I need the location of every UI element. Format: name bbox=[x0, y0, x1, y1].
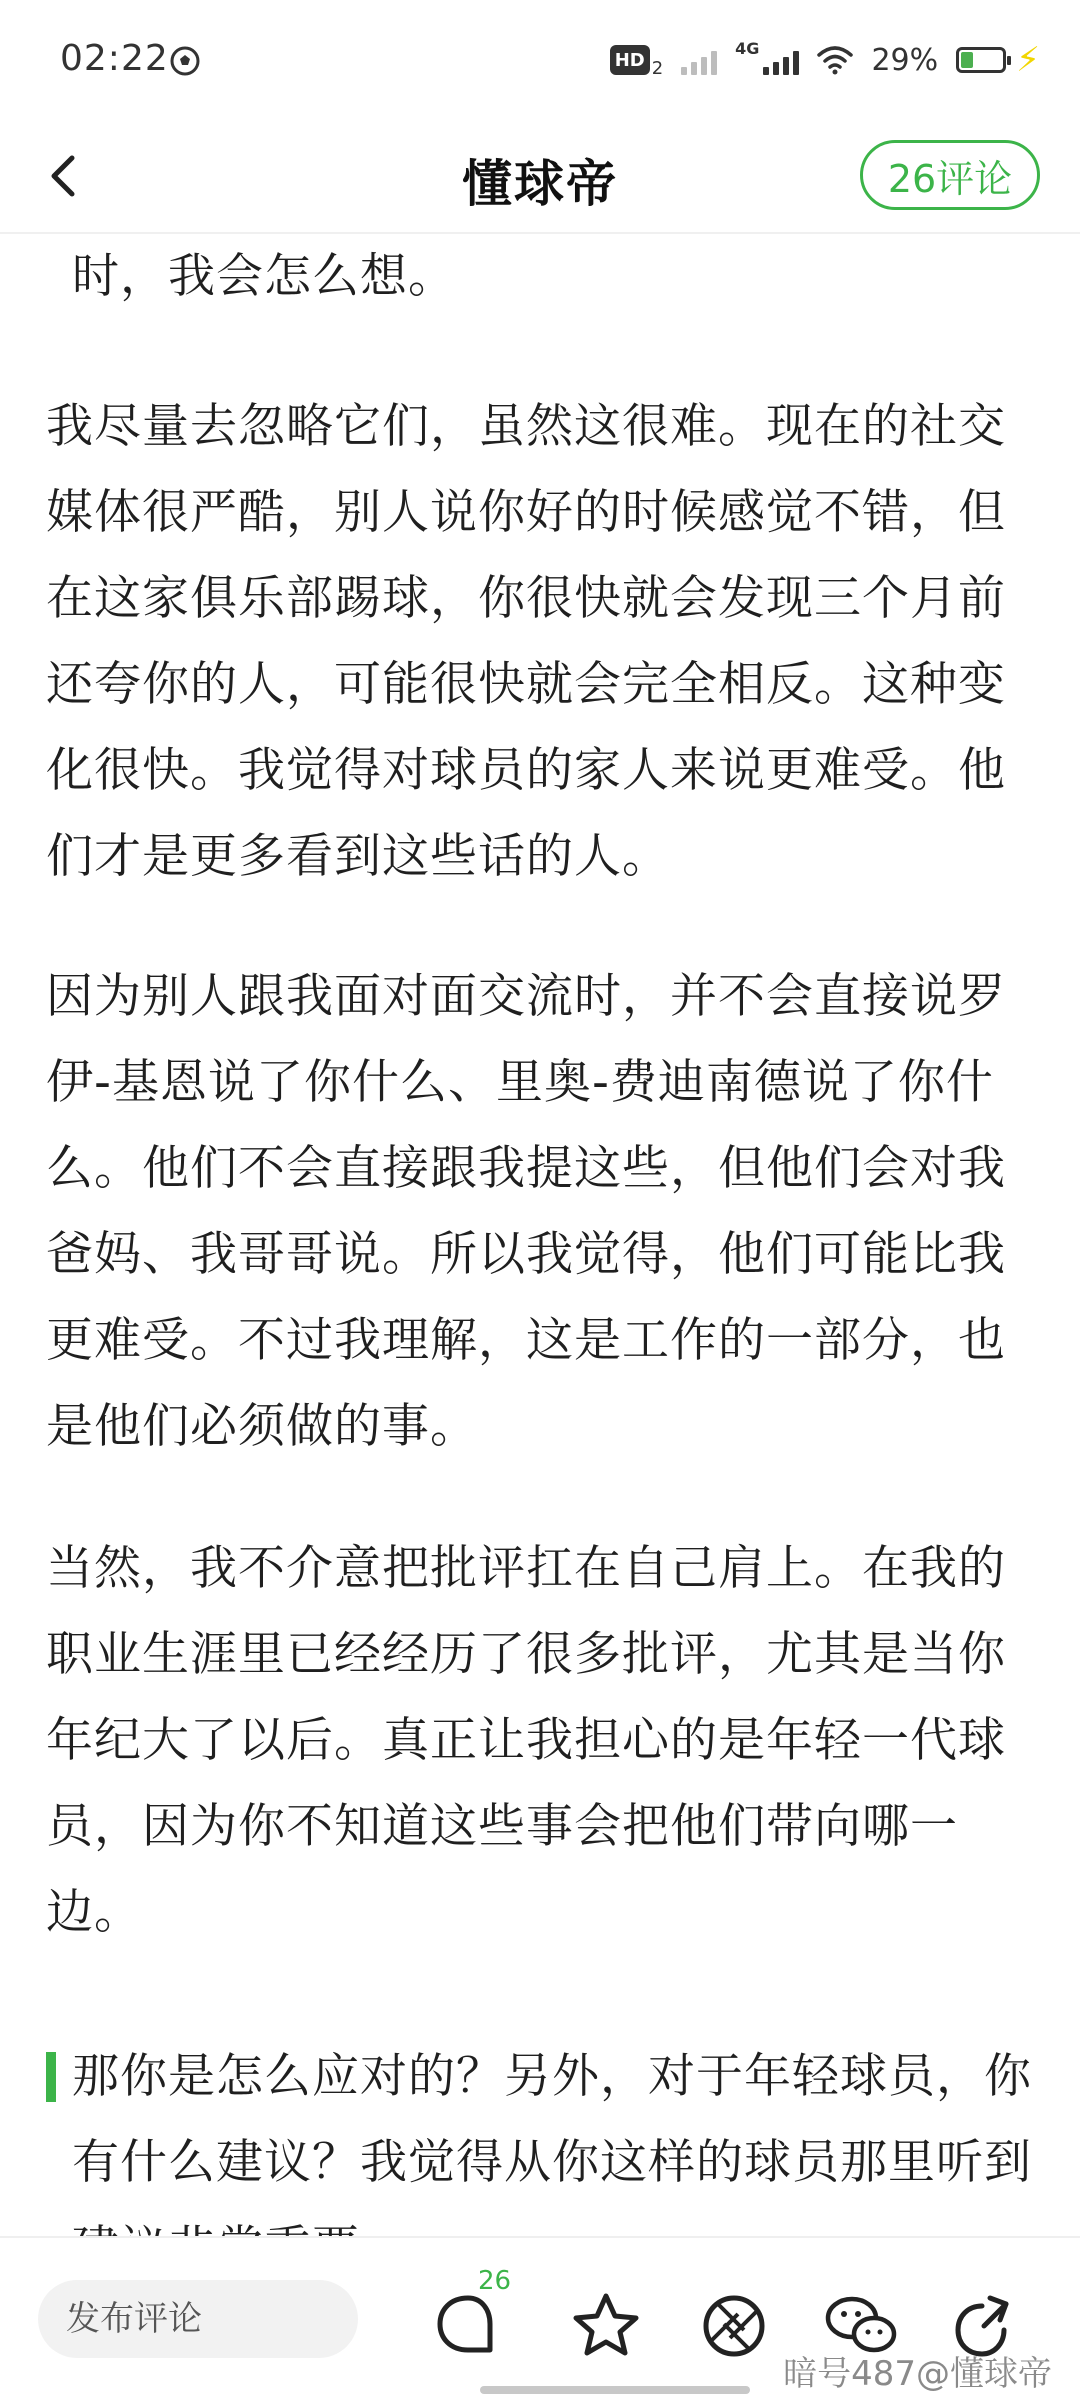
hd-label: HD bbox=[614, 49, 645, 71]
lightning-bolt-icon: ⚡ bbox=[1016, 40, 1040, 80]
wifi-icon bbox=[817, 45, 853, 75]
share-moments-icon[interactable] bbox=[698, 2290, 770, 2362]
network-type-label: 4G bbox=[735, 38, 760, 58]
article-paragraph: 我尽量去忽略它们，虽然这很难。现在的社交媒体很严酷，别人说你好的时候感觉不错，但在这家俱乐部踢球，你很快就会发现三个月前还夸你的人，可能很快就会完全相反。这种变化很快。我觉得对球员的家人来说更难受。他们才是更多看到这些话的人。 bbox=[46, 399, 1006, 884]
interview-question: 那你是怎么应对的？另外，对于年轻球员，你有什么建议？我觉得从你这样的球员那里听到 bbox=[72, 2049, 1032, 2190]
app-header bbox=[0, 120, 1080, 234]
comment-bubble-icon[interactable] bbox=[432, 2290, 504, 2362]
watermark: 暗号487@懂球帝 bbox=[783, 2354, 1052, 2394]
signal-sim2-icon bbox=[763, 45, 799, 75]
article-body bbox=[0, 234, 1080, 2230]
soccer-ball-icon bbox=[170, 46, 200, 76]
comments-button[interactable]: 26评论 bbox=[860, 140, 1040, 210]
star-icon[interactable] bbox=[570, 2290, 642, 2362]
article-paragraph: 时，我会怎么想。 bbox=[72, 249, 456, 304]
bottom-action-bar bbox=[0, 2236, 1080, 2402]
hd-voice-icon bbox=[610, 45, 650, 75]
status-indicators bbox=[610, 40, 1040, 80]
article-paragraph: 因为别人跟我面对面交流时，并不会直接说罗伊-基恩说了你什么、里奥-费迪南德说了你什么。他们不会直接跟我提这些，但他们会对我爸妈、我哥哥说。所以我觉得，他们可能比我更难受。不过我理解，这是工作的一部分，也是他们必须做的事。 bbox=[46, 969, 1006, 1454]
battery-level bbox=[961, 52, 973, 68]
battery-icon bbox=[956, 47, 1006, 73]
status-bar bbox=[0, 0, 1080, 120]
hd-sub-label: 2 bbox=[651, 57, 664, 79]
battery-percent: 29% bbox=[871, 42, 939, 78]
status-time: 02:22 bbox=[60, 38, 169, 79]
page-title: 懂球帝 bbox=[462, 155, 618, 213]
article-paragraph: 当然，我不介意把批评扛在自己肩上。在我的职业生涯里已经经历了很多批评，尤其是当你年纪大了以后。真正让我担心的是年轻一代球员，因为你不知道这些事会把他们带向哪一边。 bbox=[46, 1541, 1006, 1940]
signal-sim1-icon bbox=[681, 45, 717, 75]
home-indicator[interactable] bbox=[480, 2386, 750, 2394]
comment-count-badge: 26 bbox=[478, 2266, 512, 2296]
comment-input[interactable] bbox=[38, 2280, 358, 2358]
